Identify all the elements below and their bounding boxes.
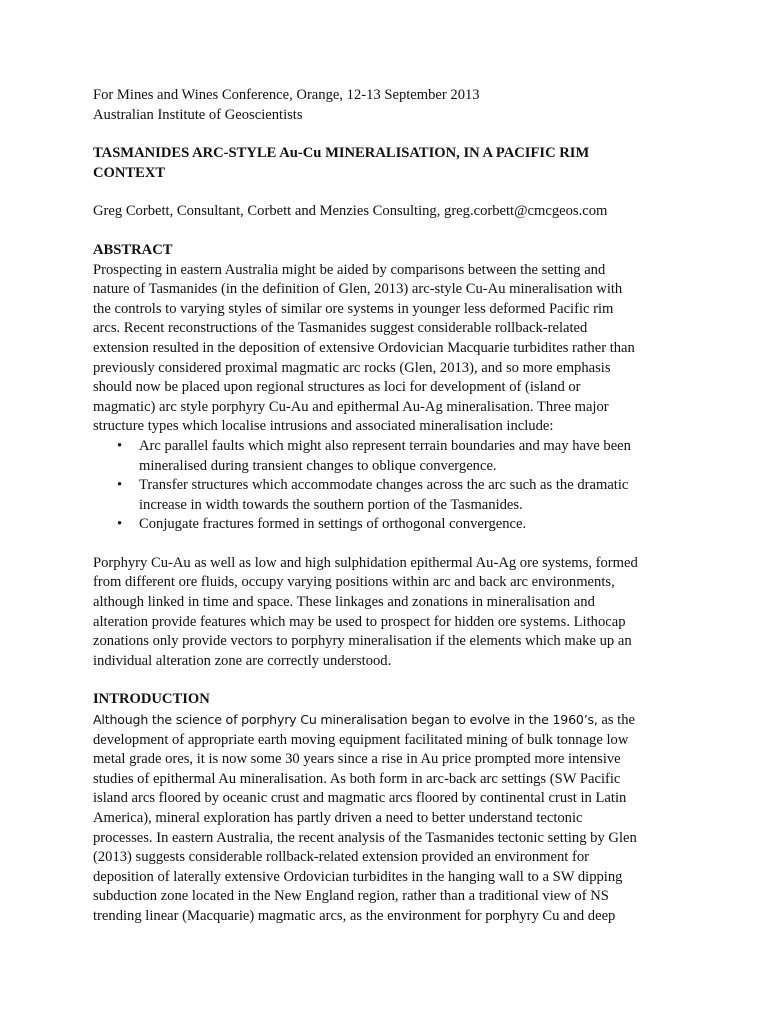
- abstract-p1-line: arcs. Recent reconstructions of the Tasmanides suggest considerable rollback-related: [93, 320, 588, 337]
- intro-line: [93, 710, 676, 731]
- introduction-paragraph: [93, 710, 676, 927]
- list-item-line: mineralised during transient changes to oblique convergence.: [139, 457, 497, 474]
- intro-line: studies of epithermal Au mineralisation. As both form in arc-back arc settings (SW Pacific: [93, 770, 621, 787]
- intro-line: trending linear (Macquarie) magmatic arcs, as the environment for porphyry Cu and deep: [93, 907, 616, 924]
- intro-line: deposition of laterally extensive Ordovician turbidites in the hanging wall to a SW dipping: [93, 868, 623, 885]
- introduction-heading: INTRODUCTION: [93, 691, 210, 708]
- list-item-line: Transfer structures which accommodate changes across the arc such as the dramatic: [139, 477, 629, 494]
- abstract-paragraph-1: [93, 261, 676, 437]
- paper-title: [93, 144, 676, 183]
- bullet-icon: •: [117, 437, 123, 454]
- abstract-p1-line: should now be placed upon regional structures as loci for development of (island or: [93, 379, 581, 396]
- abstract-p2-line: Porphyry Cu-Au as well as low and high sulphidation epithermal Au-Ag ore systems, formed: [93, 554, 638, 571]
- abstract-paragraph-2: [93, 554, 676, 672]
- intro-line: processes. In eastern Australia, the recent analysis of the Tasmanides tectonic setting by Glen: [93, 829, 637, 846]
- intro-line: island arcs floored by oceanic crust and magmatic arcs floored by continental crust in Latin: [93, 790, 627, 807]
- abstract-p2-line: although linked in time and space. These linkages and zonations in mineralisation and: [93, 594, 595, 611]
- abstract-p2-line: alteration provide features which may be used to prospect for hidden ore systems. Lithocap: [93, 613, 626, 630]
- abstract-p1-line: extension resulted in the deposition of extensive Ordovician Macquarie turbidites rather than: [93, 339, 635, 356]
- abstract-p1-line: nature of Tasmanides (in the definition of Glen, 2013) arc-style Cu-Au mineralisation with: [93, 281, 623, 298]
- structure-types-list: [93, 437, 676, 535]
- intro-line: (2013) suggests considerable rollback-related extension provided an environment for: [93, 849, 590, 866]
- intro-line: metal grade ores, it is now some 30 years since a rise in Au price prompted more intensive: [93, 751, 621, 768]
- bullet-icon: •: [117, 516, 123, 533]
- list-item: [93, 515, 676, 535]
- bullet-icon: •: [117, 477, 123, 494]
- abstract-heading: ABSTRACT: [93, 241, 173, 258]
- abstract-p2-line: zonations only provide vectors to porphyry mineralisation if the elements which make up an: [93, 633, 632, 650]
- author-line: Greg Corbett, Consultant, Corbett and Menzies Consulting, greg.corbett@cmcgeos.com: [93, 203, 608, 220]
- title-line-2: CONTEXT: [93, 164, 166, 181]
- abstract-p1-line: structure types which localise intrusions and associated mineralisation include:: [93, 418, 554, 435]
- abstract-p1-line: Prospecting in eastern Australia might be aided by comparisons between the setting and: [93, 261, 606, 278]
- intro-line: America), mineral exploration has partly driven a need to better understand tectonic: [93, 810, 583, 826]
- conference-line: For Mines and Wines Conference, Orange, 12-13 September 2013: [93, 87, 480, 103]
- list-item-line: Conjugate fractures formed in settings of orthogonal convergence.: [139, 516, 527, 533]
- abstract-p1-line: magmatic) arc style porphyry Cu-Au and epithermal Au-Ag mineralisation. Three major: [93, 398, 609, 415]
- intro-first-line-part: Although the science of porphyry Cu mineralisation began to evolve in the 1960’s,: [93, 712, 598, 728]
- list-item-line: Arc parallel faults which might also represent terrain boundaries and may have been: [139, 437, 631, 454]
- intro-first-line-rest: as the: [597, 712, 635, 729]
- abstract-p2-line: individual alteration zone are correctly understood.: [93, 652, 392, 669]
- abstract-p1-line: previously considered proximal magmatic arc rocks (Glen, 2013), and so more emphasis: [93, 359, 611, 376]
- institute-line: Australian Institute of Geoscientists: [93, 106, 303, 123]
- list-item-line: increase in width towards the southern portion of the Tasmanides.: [139, 496, 523, 513]
- intro-line: subduction zone located in the New England region, rather than a traditional view of NS: [93, 888, 609, 905]
- intro-line: development of appropriate earth moving equipment facilitated mining of bulk tonnage low: [93, 731, 629, 748]
- list-item: [93, 437, 676, 476]
- abstract-p2-line: from different ore fluids, occupy varying positions within arc and back arc environments,: [93, 574, 615, 591]
- title-line-1: TASMANIDES ARC-STYLE Au-Cu MINERALISATION, IN A PACIFIC RIM: [93, 145, 590, 162]
- abstract-p1-line: the controls to varying styles of similar ore systems in younger less deformed Pacific rim: [93, 300, 614, 317]
- list-item: [93, 476, 676, 515]
- conference-header: [93, 86, 676, 125]
